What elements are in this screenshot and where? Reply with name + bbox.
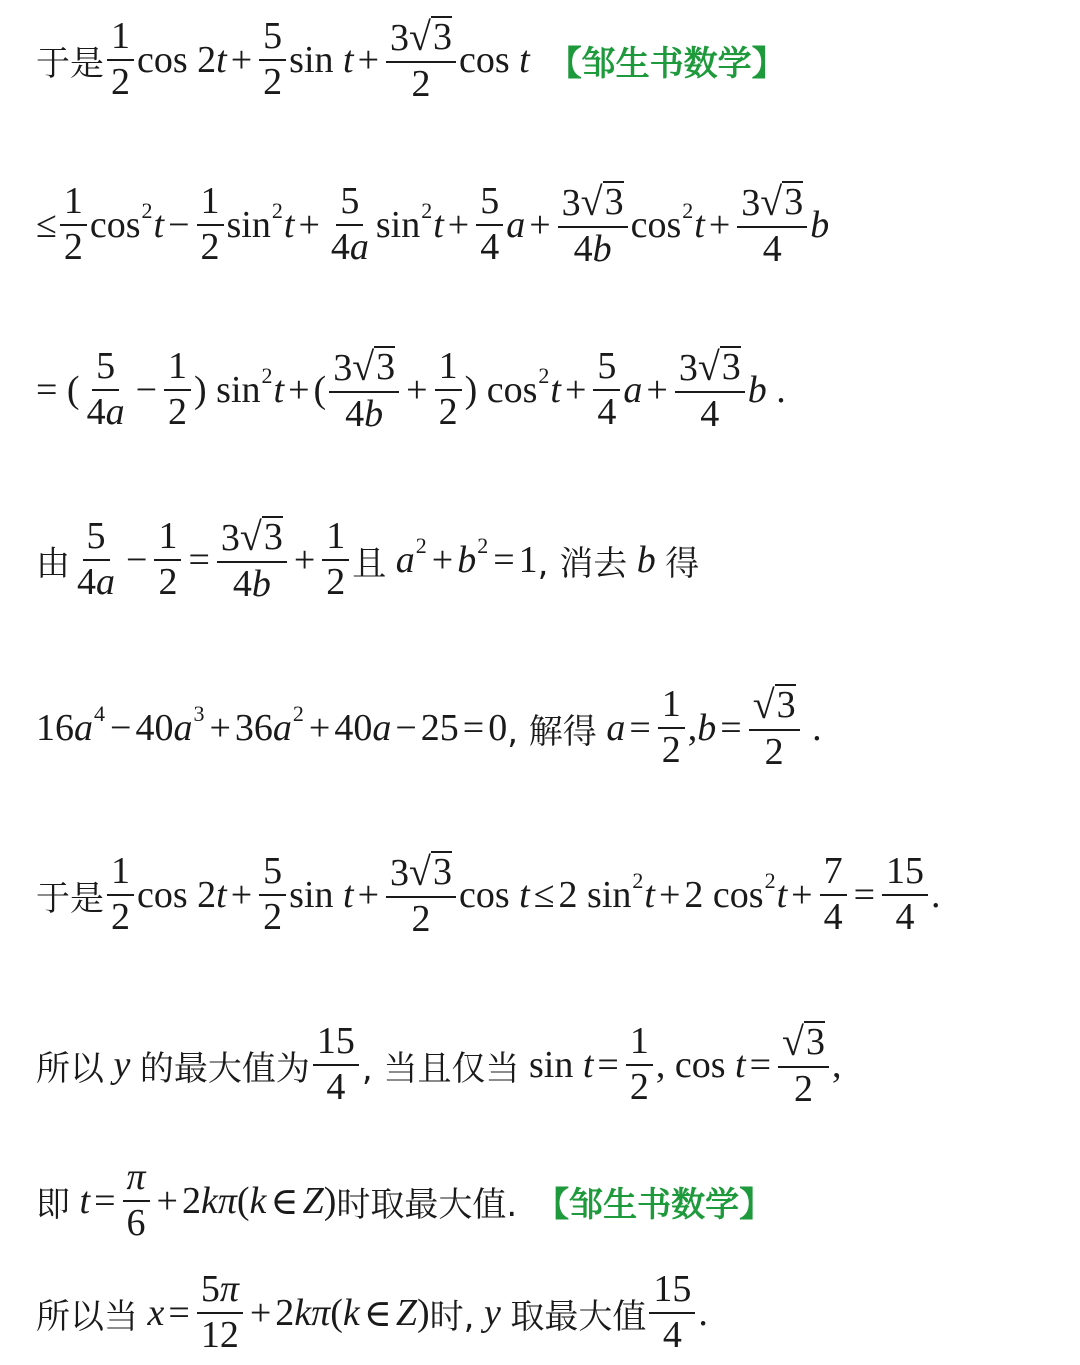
- fraction: 3 √ 3 4b: [558, 181, 628, 270]
- fraction: $\frac{1}{2}$: [164, 347, 191, 433]
- fraction: $\frac{15}{4}$: [649, 1270, 695, 1356]
- fraction: $\frac{1}{2}$: [154, 517, 181, 603]
- equation-line-8: 即 t = $\frac{\pi}{6}$ + 2 kπ ( k ∈ Z ) 时取最大值. 【邹生书数学】: [36, 1156, 774, 1244]
- fraction: $\frac{15}{4}$: [882, 852, 928, 938]
- text-suoyidang: 所以当: [36, 1296, 138, 1337]
- fraction: $\frac{1}{2}$: [658, 685, 685, 771]
- fraction: $\frac{15}{4}$: [313, 1022, 359, 1108]
- text-zuidazhi-wei: 的最大值为: [139, 1048, 310, 1089]
- fraction: $\frac{5}{2}$: [259, 17, 286, 103]
- text-dangqiejindang: , 当且仅当: [361, 1048, 520, 1089]
- text-shiquzuidazhi: 时取最大值.: [336, 1184, 518, 1225]
- fraction: 3 √ 3 2: [386, 851, 456, 940]
- fraction: $\frac{1}{2}$: [626, 1022, 653, 1108]
- fraction: $\frac{5}{4}$: [593, 347, 620, 433]
- equation-line-6: 于是 $\frac{1}{2}$ cos 2 t + $\frac{5}{2}$ sin t + 3 √ 3 2 cos t ≤ 2 sin 2 t + 2 cos 2 t + $\frac{7}{4}$ = $\frac{15}{4}$ .: [36, 848, 941, 940]
- text-jiede: , 解得: [507, 711, 597, 752]
- fraction: √ 3 2: [778, 1021, 829, 1110]
- text-shi: 时,: [429, 1296, 475, 1337]
- text-xiaoqu: , 消去: [537, 543, 628, 584]
- fraction: $\frac{\pi}{6}$: [123, 1158, 150, 1244]
- fraction: $\frac{1}{2}$: [197, 182, 224, 268]
- fraction: 3 √ 3 2: [386, 16, 456, 105]
- equation-line-5: 16 a 4 − 40 a 3 + 36 a 2 + 40 a − 25 = 0 , 解得 a = $\frac{1}{2}$ , b = √ 3 2 .: [36, 681, 822, 773]
- text-ji: 即: [36, 1184, 70, 1225]
- brand-label-2: 【邹生书数学】: [535, 1184, 774, 1225]
- fraction: $\frac{5}{4a}$: [330, 180, 369, 268]
- fraction: $\frac{1}{2}$: [322, 517, 349, 603]
- fraction: 3 √ 3 4b: [217, 516, 287, 605]
- equation-line-2: ≤ $\frac{1}{2}$ cos 2 t − $\frac{1}{2}$ sin 2 t + $\frac{5}{4a}$ sin 2 t + $\frac{5}{4}$ a + 3 √ 3 4b cos 2 t + 3 √ 3 4 b: [36, 178, 830, 270]
- fraction: $\frac{5\pi}{12}$: [197, 1270, 243, 1356]
- fraction: $\frac{7}{4}$: [820, 852, 847, 938]
- fraction: $\frac{1}{2}$: [60, 182, 87, 268]
- text-qie: 且: [352, 543, 387, 584]
- equation-line-3: = ( $\frac{5}{4a}$ − $\frac{1}{2}$ ) sin 2 t + ( 3 √ 3 4b + $\frac{1}{2}$ ) cos 2 t + $\frac{5}{4}$ a + 3 √ 3 4 b .: [36, 343, 786, 435]
- equation-line-7: 所以 y 的最大值为 $\frac{15}{4}$ , 当且仅当 sin t = $\frac{1}{2}$ , cos t = √ 3 2 ,: [36, 1018, 842, 1110]
- fraction: 3 √ 3 4: [675, 346, 745, 435]
- fraction: $\frac{1}{2}$: [435, 347, 462, 433]
- fraction: √ 3 2: [749, 684, 800, 773]
- fraction: $\frac{1}{2}$: [107, 852, 134, 938]
- equation-line-4: 由 $\frac{5}{4a}$ − $\frac{1}{2}$ = 3 √ 3 4b + $\frac{1}{2}$ 且 a 2 + b 2 = 1 , 消去 b 得: [36, 513, 700, 605]
- fraction: 3 √ 3 4b: [329, 346, 399, 435]
- equation-line-9: 所以当 x = $\frac{5\pi}{12}$ + 2 kπ ( k ∈ Z ) 时, y 取最大值 $\frac{15}{4}$ .: [36, 1268, 708, 1356]
- text-yushi-2: 于是: [36, 878, 104, 919]
- text-de: 得: [665, 543, 700, 584]
- brand-label: 【邹生书数学】: [547, 43, 786, 84]
- fraction: $\frac{5}{4}$: [476, 182, 503, 268]
- text-yushi: 于是: [36, 43, 104, 84]
- text-suoyi: 所以: [36, 1048, 104, 1089]
- equation-line-1: 于是 $\frac{1}{2}$ cos 2 t + $\frac{5}{2}$ sin t + 3 √ 3 2 cos t 【邹生书数学】: [36, 13, 786, 105]
- fraction: $\frac{5}{4a}$: [86, 345, 125, 433]
- fraction: 3 √ 3 4: [737, 181, 807, 270]
- text-quzuidazhi: 取最大值: [510, 1296, 647, 1337]
- fraction: $\frac{1}{2}$: [107, 17, 134, 103]
- fraction: $\frac{5}{4a}$: [77, 515, 115, 603]
- text-you: 由: [36, 543, 70, 584]
- fraction: $\frac{5}{2}$: [259, 852, 286, 938]
